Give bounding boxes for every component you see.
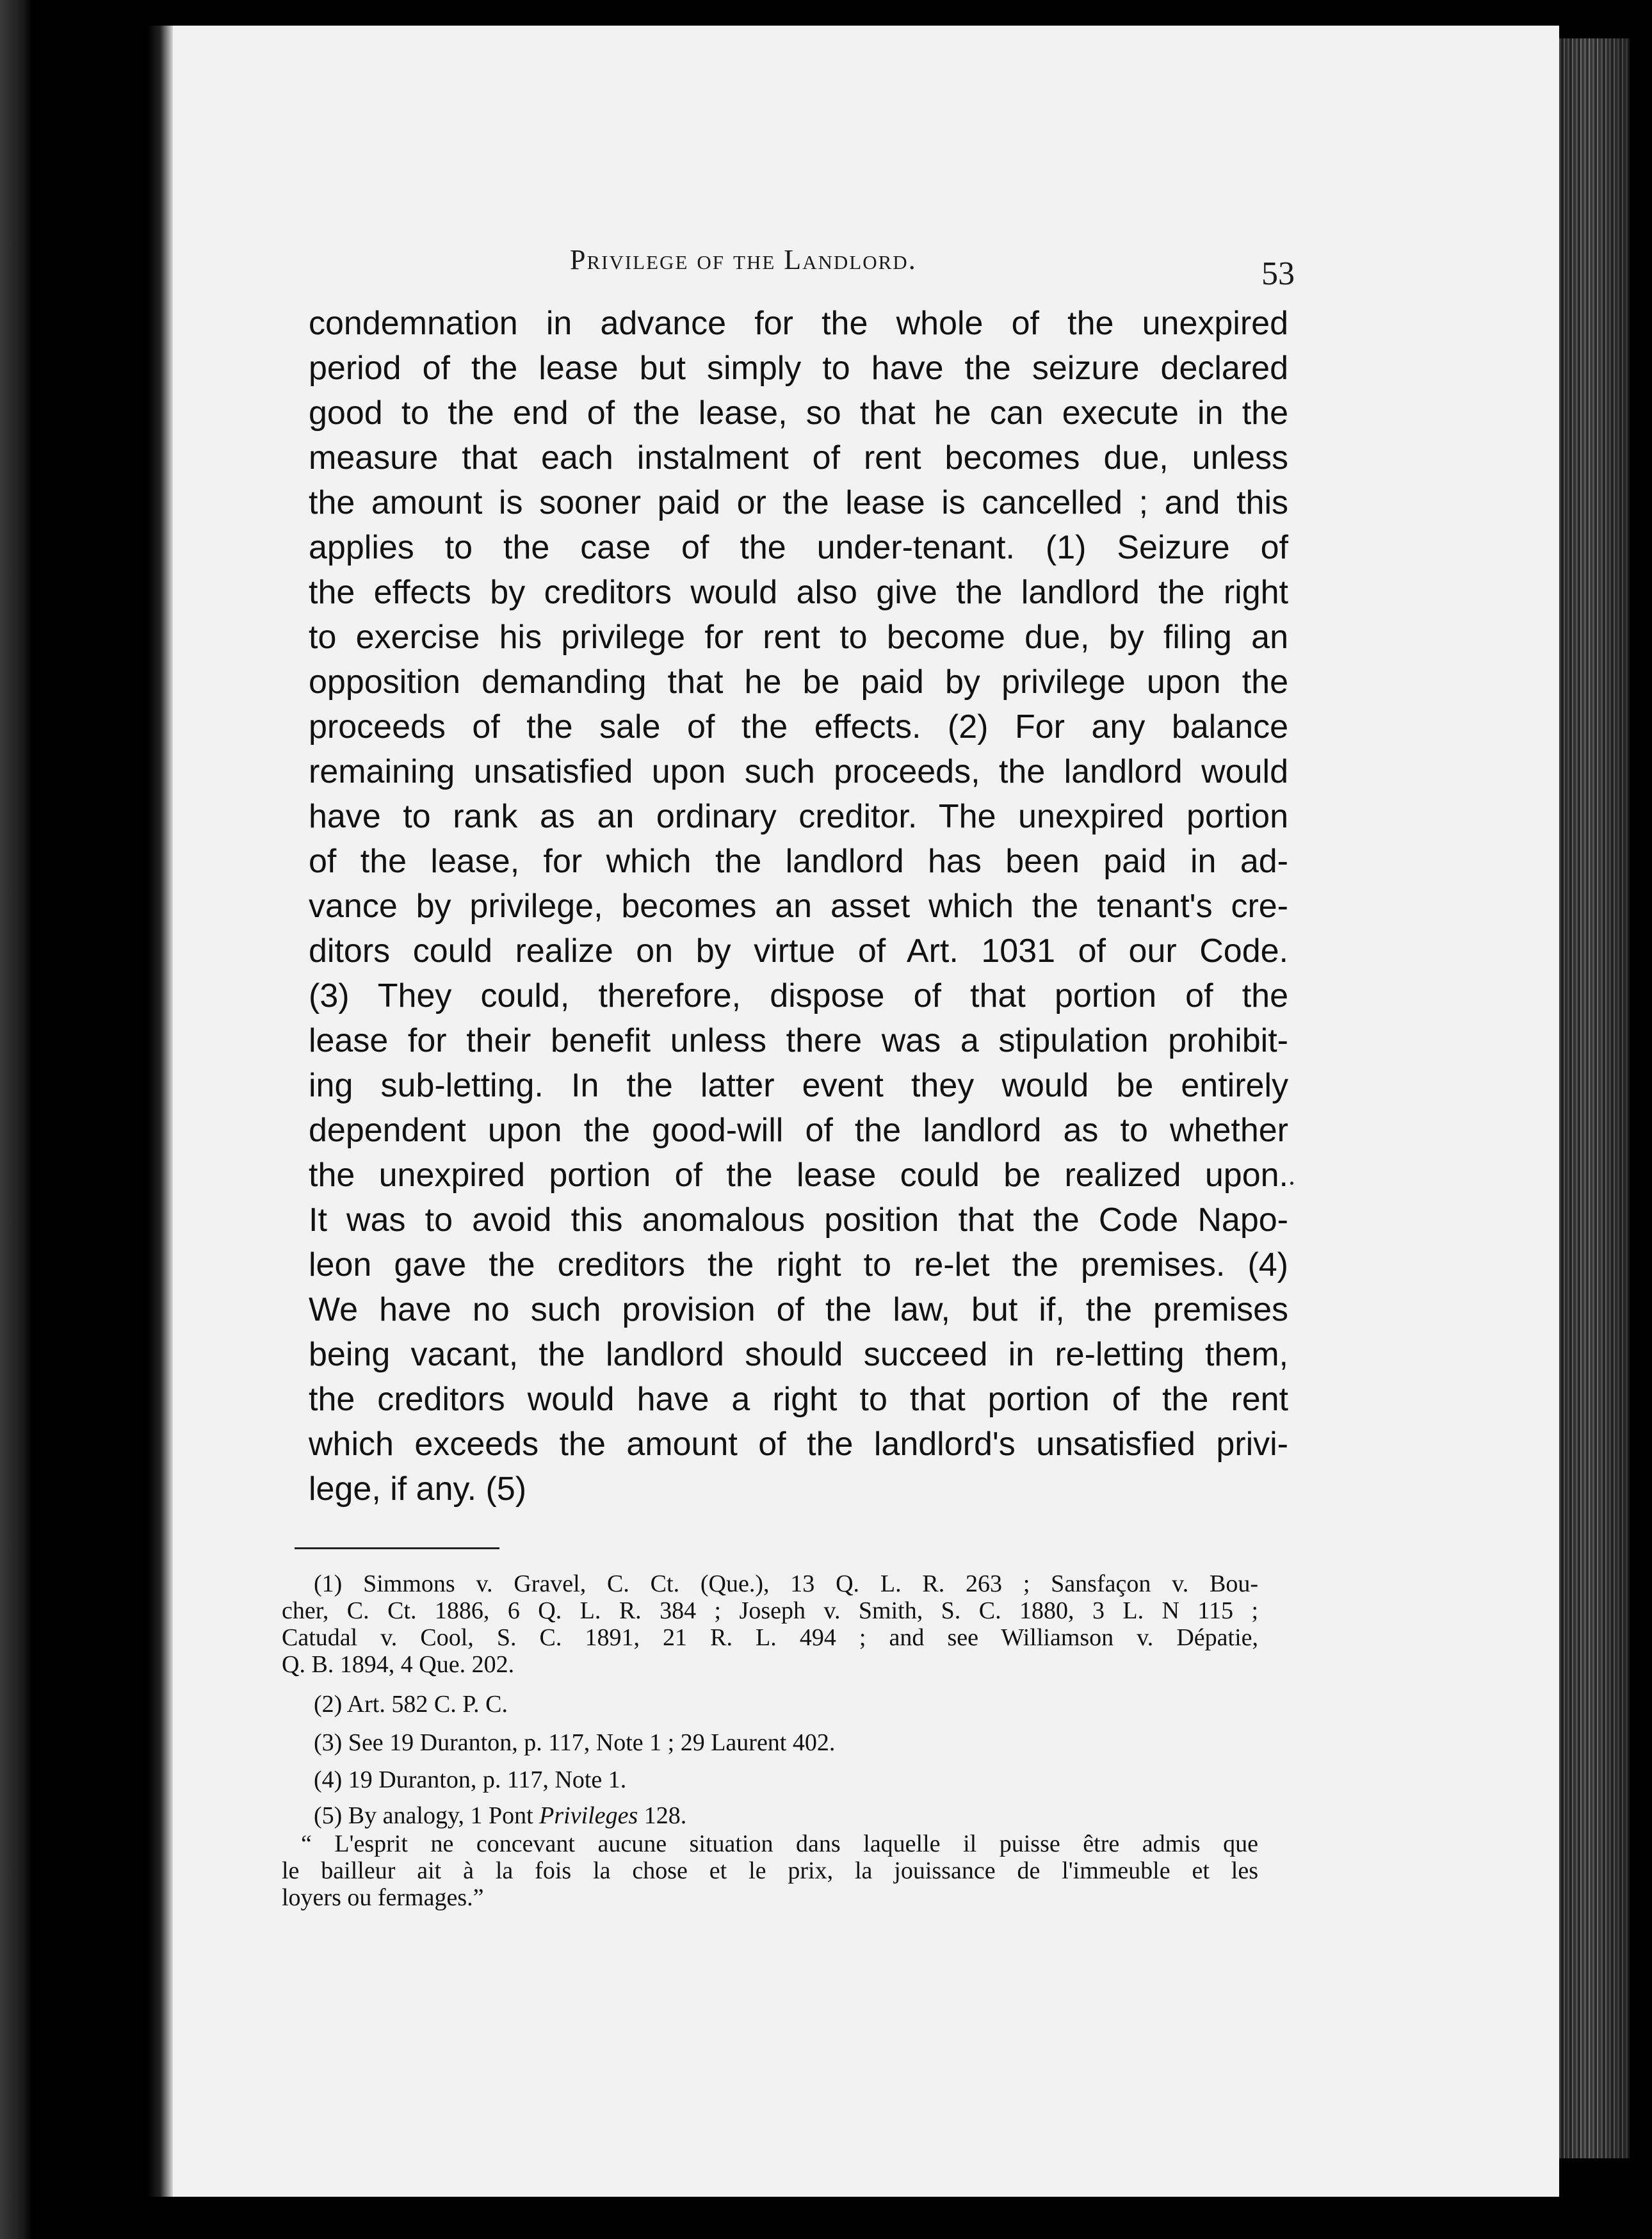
footnote-quote-line: loyers ou fermages.” (282, 1884, 484, 1911)
footnote-rule (295, 1547, 499, 1549)
body-line: We have no such provision of the law, but if, the premises (309, 1291, 1288, 1328)
book-page-edges-shade (1559, 38, 1630, 2158)
body-line: period of the lease but simply to have the seizure declared (309, 350, 1288, 387)
footnote-5-title: Privileges (539, 1802, 638, 1829)
footnote-5-suffix: 128. (638, 1802, 687, 1829)
body-line: ing sub-letting. In the latter event they would be entirely (309, 1067, 1288, 1104)
scan-left-edge (0, 0, 32, 2239)
body-line: the creditors would have a right to that portion of the rent (309, 1381, 1288, 1418)
body-line: opposition demanding that he be paid by privilege upon the (309, 664, 1288, 701)
body-line: leon gave the creditors the right to re-let the premises. (4) (309, 1246, 1288, 1283)
body-line: lege, if any. (5) (309, 1470, 527, 1508)
body-line: ditors could realize on by virtue of Art. 1031 of our Code. (309, 932, 1288, 970)
footnote-2: (2) Art. 582 C. P. C. (314, 1691, 508, 1718)
running-title: Privilege of the Landlord. (570, 244, 917, 275)
footnote-1-line: Catudal v. Cool, S. C. 1891, 21 R. L. 494 ; and see Williamson v. Dépatie, (282, 1624, 1258, 1651)
body-line: to exercise his privilege for rent to become due, by filing an (309, 619, 1288, 656)
footnote-1-line: (1) Simmons v. Gravel, C. Ct. (Que.), 13 Q. L. R. 263 ; Sansfaçon v. Bou- (314, 1570, 1258, 1597)
body-line: of the lease, for which the landlord has been paid in ad- (309, 843, 1288, 880)
body-line: vance by privilege, becomes an asset which the tenant's cre- (309, 888, 1288, 925)
body-line: dependent upon the good-will of the landlord as to whether (309, 1112, 1288, 1149)
body-line: applies to the case of the under-tenant. (1) Seizure of (309, 529, 1288, 566)
footnote-quote-line: “ L'esprit ne concevant aucune situation dans laquelle il puisse être admis que (301, 1830, 1258, 1857)
footnote-1-line: cher, C. Ct. 1886, 6 Q. L. R. 384 ; Joseph v. Smith, S. C. 1880, 3 L. N 115 ; (282, 1597, 1258, 1624)
footnote-quote-line: le bailleur ait à la fois la chose et le prix, la jouissance de l'immeuble et les (282, 1857, 1258, 1884)
body-line: being vacant, the landlord should succeed in re-letting them, (309, 1336, 1288, 1373)
body-line: lease for their benefit unless there was a stipulation prohibit- (309, 1022, 1288, 1059)
body-line: It was to avoid this anomalous position that the Code Napo- (309, 1201, 1288, 1239)
footnote-3: (3) See 19 Duranton, p. 117, Note 1 ; 29 Laurent 402. (314, 1729, 836, 1756)
body-line: condemnation in advance for the whole of the unexpired (309, 305, 1288, 342)
footnote-1-line: Q. B. 1894, 4 Que. 202. (282, 1651, 515, 1678)
body-line: good to the end of the lease, so that he can execute in the (309, 395, 1288, 432)
page-gutter-shadow (147, 26, 173, 2197)
body-line: the unexpired portion of the lease could be realized upon. (309, 1157, 1288, 1194)
body-line: the amount is sooner paid or the lease is cancelled ; and this (309, 484, 1288, 521)
footnote-5 (314, 1802, 686, 1829)
print-speck (1290, 1182, 1293, 1185)
body-line: (3) They could, therefore, dispose of that portion of the (309, 977, 1288, 1014)
body-line: have to rank as an ordinary creditor. The unexpired portion (309, 798, 1288, 835)
footnote-4: (4) 19 Duranton, p. 117, Note 1. (314, 1766, 627, 1793)
footnote-5-prefix: (5) By analogy, 1 Pont (314, 1802, 540, 1829)
body-line: the effects by creditors would also give the landlord the right (309, 574, 1288, 611)
body-line: which exceeds the amount of the landlord's unsatisfied privi- (309, 1426, 1288, 1463)
body-line: proceeds of the sale of the effects. (2) For any balance (309, 708, 1288, 745)
body-line: remaining unsatisfied upon such proceeds, the landlord would (309, 753, 1288, 790)
page-number: 53 (1261, 256, 1295, 292)
body-line: measure that each instalment of rent becomes due, unless (309, 439, 1288, 476)
